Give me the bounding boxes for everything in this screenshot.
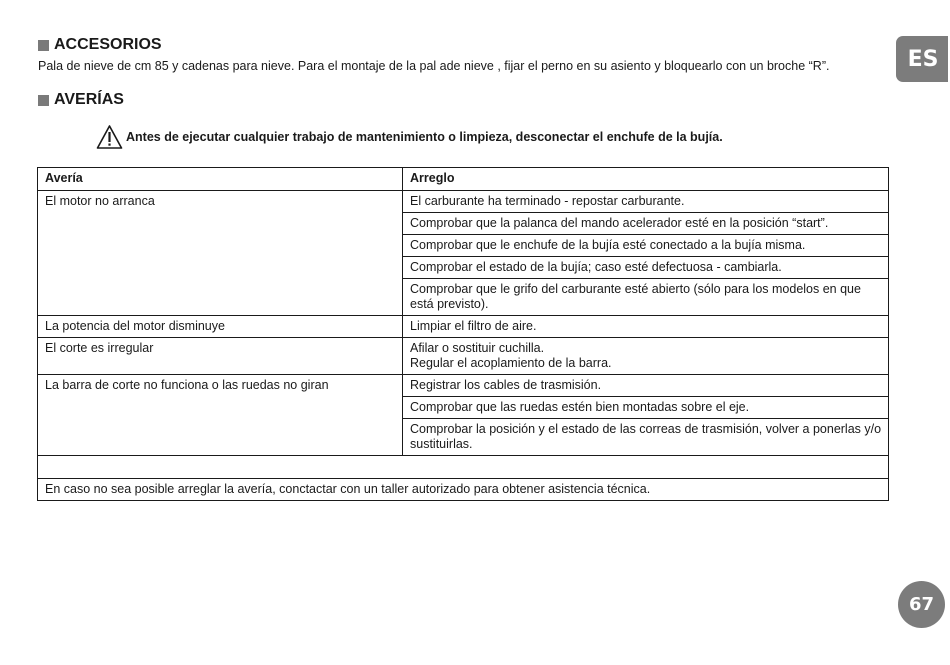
fix-cell: Registrar los cables de trasmisión. (403, 375, 889, 397)
language-tab: ES (896, 36, 948, 82)
fix-cell: Comprobar que la palanca del mando acelerador esté en la posición “start”. (403, 213, 889, 235)
fault-cell: El motor no arranca (38, 191, 403, 316)
accesorios-title: ACCESORIOS (54, 36, 162, 53)
header-averia: Avería (38, 168, 403, 191)
fix-cell: El carburante ha terminado - repostar carburante. (403, 191, 889, 213)
fix-cell: Comprobar que le grifo del carburante esté abierto (sólo para los modelos en que está previsto). (403, 279, 889, 316)
table-header-row (38, 168, 889, 191)
averias-heading (38, 91, 124, 109)
averias-title: AVERÍAS (54, 91, 124, 108)
table-row (38, 316, 889, 338)
fix-cell: Comprobar que le enchufe de la bujía esté conectado a la bujía misma. (403, 235, 889, 257)
table-row (38, 338, 889, 375)
fix-cell: Comprobar el estado de la bujía; caso esté defectuosa - cambiarla. (403, 257, 889, 279)
section-square-icon (38, 95, 49, 106)
fault-cell: El corte es irregular (38, 338, 403, 375)
accesorios-heading (38, 36, 162, 54)
warning-text: Antes de ejecutar cualquier trabajo de mantenimiento o limpieza, desconectar el enchufe de la bujía. (126, 130, 723, 144)
page-number: 67 (898, 581, 945, 628)
table-footer-row (38, 479, 889, 501)
fault-cell: La barra de corte no funciona o las ruedas no giran (38, 375, 403, 456)
table-spacer-row (38, 456, 889, 479)
table-row (38, 191, 889, 213)
fix-line: Afilar o sostituir cuchilla. (410, 341, 545, 355)
fix-cell (403, 338, 889, 375)
fault-cell: La potencia del motor disminuye (38, 316, 403, 338)
fix-cell: Comprobar que las ruedas estén bien montadas sobre el eje. (403, 397, 889, 419)
fix-line: Regular el acoplamiento de la barra. (410, 356, 612, 370)
header-arreglo: Arreglo (403, 168, 889, 191)
fix-cell: Limpiar el filtro de aire. (403, 316, 889, 338)
footer-note: En caso no sea posible arreglar la avería, conctactar con un taller autorizado para obtener asistencia técnica. (38, 479, 889, 501)
warning-triangle-icon (96, 124, 123, 150)
fix-cell: Comprobar la posición y el estado de las correas de trasmisión, volver a ponerlas y/o sustituirlas. (403, 419, 889, 456)
section-square-icon (38, 40, 49, 51)
fault-table (37, 167, 889, 501)
empty-cell (38, 456, 889, 479)
warning-notice (96, 124, 723, 150)
accesorios-text: Pala de nieve de cm 85 y cadenas para nieve. Para el montaje de la pal ade nieve , fijar el perno en su asiento y bloquearlo con un broche “R”. (38, 59, 830, 73)
table-row (38, 375, 889, 397)
